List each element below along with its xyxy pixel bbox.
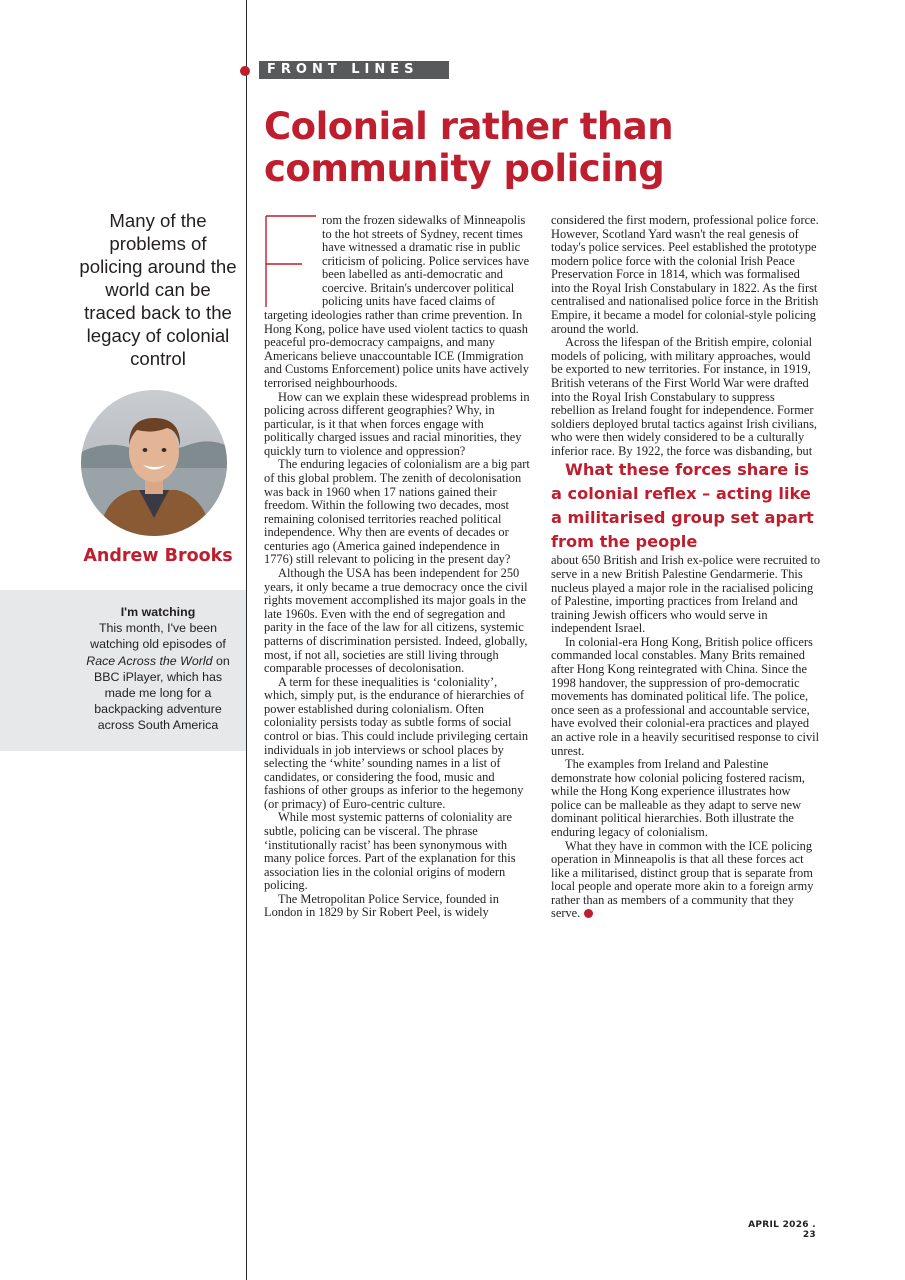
- article-paragraph-11: [551, 840, 821, 921]
- article-paragraph-3: The enduring legacies of colonialism are a big part of this global problem. The zenith of decolonisation was back in 1960 when 17 nations gained their freedom. Within the following two decades, most remaining colonised territories reached political independence. Why then are events of decades or centuries ago (America gained independence in 1776) still relevant to policing in the present day?: [264, 457, 530, 567]
- im-watching-box: [0, 590, 246, 751]
- kicker-bullet-icon: [240, 66, 250, 76]
- article-column-2: [551, 214, 821, 921]
- vertical-divider-rule: [246, 0, 247, 1280]
- article-paragraph-2: How can we explain these widespread problems in policing across different geographies? Why, in particular, is it that when forces engage with politically charged issues and racial minorities, they quickly turn to violence and oppression?: [264, 389, 530, 458]
- author-avatar: [81, 390, 227, 536]
- article-paragraph-7-continued: considered the first modern, professional police force. However, Scotland Yard wasn't the real genesis of today's police services. Peel established the prototype modern police force with the colonial Irish Peace Preservation Force in 1814, which was formalised into the Royal Irish Constabulary in 1822. As the first centralised and nationalised police force in the British Empire, it became a model for colonial-style policing around the world.: [551, 213, 819, 336]
- im-watching-show-title: Race Across the World: [86, 653, 213, 668]
- drop-cap-f-icon: [264, 215, 320, 309]
- im-watching-title: I'm watching: [120, 605, 196, 619]
- section-kicker: FRONT LINES: [259, 61, 449, 79]
- article-headline: Colonial rather than community policing: [264, 105, 674, 190]
- article-paragraph-4: Although the USA has been independent for 250 years, it only became a true democracy once the civil rights movement accomplished its major goals in the late 1960s. Even with the end of segregation and parity in the face of the law for all citizens, systemic patterns of discrimination persisted. Indeed, globally, most, if not all, societies are still living through comparable processes of decolonisation.: [264, 566, 528, 676]
- im-watching-content: [78, 604, 238, 734]
- page-folio: APRIL 2026 . 23: [748, 1220, 816, 1240]
- article-paragraph-1: [264, 214, 530, 391]
- author-portrait-icon: [81, 390, 227, 536]
- end-of-article-dot-icon: [584, 909, 593, 918]
- article-paragraph-6: While most systemic patterns of coloniality are subtle, policing can be visceral. The phrase ‘institutionally racist’ has been synonymous with many police forces. Part of the explanation for this association lies in the colonial origins of modern policing.: [264, 810, 516, 893]
- article-paragraph-5: A term for these inequalities is ‘coloniality’, which, simply put, is the endurance of hierarchies of power established during colonialism. Often coloniality persists today as subtle forms of social control or bias. This could include privileging certain individuals in job interviews or school places by selecting the ‘white’ sounding names in a list of candidates, or considering the food, music and fashions of other groups as inferior to the hegemony (or primacy) of Euro-centric culture.: [264, 674, 529, 811]
- article-column-1: [264, 214, 530, 920]
- article-paragraph-8: Across the lifespan of the British empire, colonial models of policing, with military approaches, would be exported to new territories. For instance, in 1919, British veterans of the First World War were drafted into the Royal Irish Constabulary to suppress rebellion as Ireland fought for independence. Former soldiers deployed brutal tactics against Irish civilians, who were then widely considered to be a culturally inferior race. By 1922, the force was disbanding, but: [551, 335, 817, 458]
- author-name: Andrew Brooks: [83, 546, 233, 566]
- article-paragraph-9: In colonial-era Hong Kong, British police officers commanded local constables. Many Brits remained after Hong Kong reintegrated with China. Since the 1998 handover, the suppression of pro-democratic movements has dominated political life. The police, once seen as a professional and accountable service, have evolved their colonial-era practices and played an active role in a heavily securitised response to civil unrest.: [551, 634, 820, 758]
- im-watching-text-before: This month, I've been watching old episodes of: [90, 621, 226, 652]
- article-paragraph-8-continued: about 650 British and Irish ex-police were recruited to serve in a new British Palestine Gendarmerie. This nucleus played a major role in the racialised policing of Palestine, importing practices from Ireland and training Jewish officers who would serve in independent Israel.: [551, 553, 821, 636]
- article-paragraph-10: The examples from Ireland and Palestine demonstrate how colonial policing fostered racism, while the Hong Kong experience illustrates how police can be malleable as they adapt to serve new dominant political hierarchies. Both illustrate the enduring legacy of colonialism.: [551, 757, 805, 839]
- article-pull-quote: What these forces share is a colonial reflex – acting like a militarised group set apart from the people: [551, 460, 814, 552]
- article-paragraph-1-text: rom the frozen sidewalks of Minneapolis to the hot streets of Sydney, recent times have witnessed a dramatic rise in public criticism of policing. Police services have been labelled as anti-democratic and coercive. Britain's undercover political policing units have faced claims of targeting ideologies rather than crime prevention. In Hong Kong, police have used violent tactics to quash peaceful pro-democracy campaigns, and many Americans believe unaccountable ICE (Immigration and Customs Enforcement) police units have actively terrorised neighbourhoods.: [264, 213, 530, 390]
- article-paragraph-11-text: What they have in common with the ICE policing operation in Minneapolis is that all these forces act like a militarised, distinct group that is separate from local people and operate more akin to a foreign army rather than as members of a community that they serve.: [551, 838, 814, 921]
- drop-cap: [264, 215, 320, 309]
- im-watching-text-after: on BBC iPlayer, which has made me long for a backpacking adventure across South America: [93, 653, 230, 733]
- article-paragraph-7-start: The Metropolitan Police Service, founded in London in 1829 by Sir Robert Peel, is widely: [264, 891, 499, 920]
- sidebar-pull-quote: Many of the problems of policing around the world can be traced back to the legacy of colonial control: [79, 210, 237, 369]
